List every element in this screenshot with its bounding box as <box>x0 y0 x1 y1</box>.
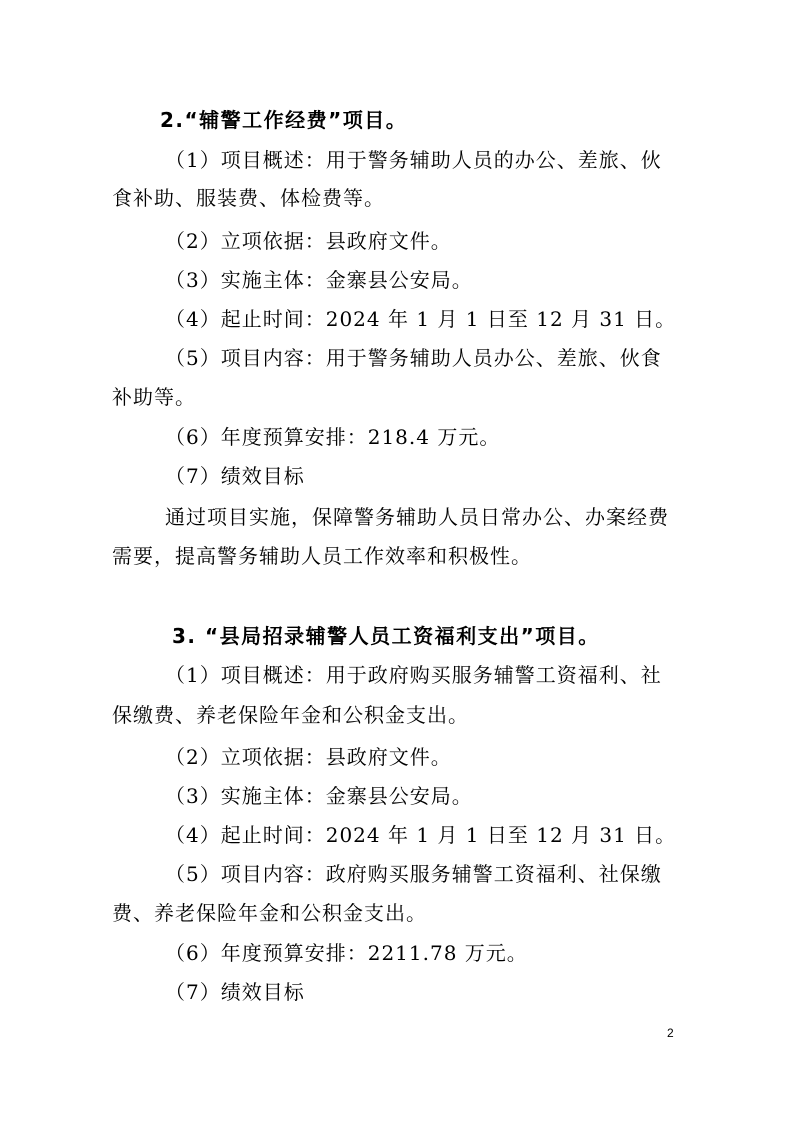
section3-item3: （3）实施主体：金寨县公安局。 <box>165 784 473 808</box>
section3-item7: （7）绩效目标 <box>165 980 305 1004</box>
section3-item1-line1: （1）项目概述：用于政府购买服务辅警工资福利、社 <box>165 663 662 687</box>
section2-item6: （6）年度预算安排：218.4 万元。 <box>165 425 501 449</box>
section2-heading: 2.“辅警工作经费”项目。 <box>160 108 408 132</box>
section3-heading: 3. “县局招录辅警人员工资福利支出”项目。 <box>172 624 600 648</box>
section2-item1-line2: 食补助、服装费、体检费等。 <box>112 186 385 210</box>
section2-goal-line1: 通过项目实施，保障警务辅助人员日常办公、办案经费 <box>165 505 669 529</box>
section3-item5-line2: 费、养老保险年金和公积金支出。 <box>112 901 427 925</box>
section2-item4: （4）起止时间：2024 年 1 月 1 日至 12 月 31 日。 <box>165 307 677 331</box>
section2-item2: （2）立项依据：县政府文件。 <box>165 229 452 253</box>
section2-goal-line2: 需要，提高警务辅助人员工作效率和积极性。 <box>112 544 532 568</box>
page-number: 2 <box>667 1026 674 1040</box>
section3-item2: （2）立项依据：县政府文件。 <box>165 745 452 769</box>
section3-item4: （4）起止时间：2024 年 1 月 1 日至 12 月 31 日。 <box>165 823 677 847</box>
section3-item6: （6）年度预算安排：2211.78 万元。 <box>165 941 528 965</box>
section2-item5-line1: （5）项目内容：用于警务辅助人员办公、差旅、伙食 <box>165 346 662 370</box>
section2-item3: （3）实施主体：金寨县公安局。 <box>165 268 473 292</box>
section2-item5-line2: 补助等。 <box>112 385 196 409</box>
section3-item1-line2: 保缴费、养老保险年金和公积金支出。 <box>112 703 469 727</box>
section3-item5-line1: （5）项目内容：政府购买服务辅警工资福利、社保缴 <box>165 862 662 886</box>
section2-item7: （7）绩效目标 <box>165 464 305 488</box>
section2-item1-line1: （1）项目概述：用于警务辅助人员的办公、差旅、伙 <box>165 148 662 172</box>
